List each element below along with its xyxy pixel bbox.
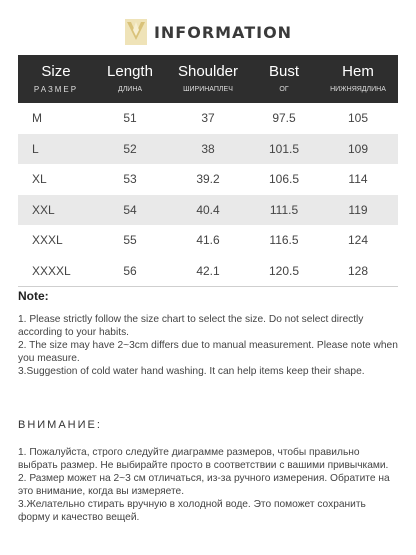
table-cell-bust: 116.5 [269,233,299,248]
column-label: Length [107,62,153,80]
column-header-bust [250,55,318,103]
table-cell-length: 54 [94,195,166,226]
table-cell-bust: 120.5 [250,256,318,287]
table-row [18,164,398,195]
table-cell-size: M [32,111,42,126]
table-cell-hem: 128 [318,256,398,287]
column-sublabel: ОГ [279,85,289,93]
table-cell-shoulder: 38 [166,134,250,165]
table-cell-shoulder: 42.1 [166,256,250,287]
column-label: Size [41,62,71,80]
table-row [18,195,398,226]
table-cell-length: 55 [123,233,137,248]
column-sublabel: НИЖНЯЯДЛИНА [330,85,386,93]
size-chart-table [18,55,398,287]
column-header-hem [318,55,398,103]
table-row [18,225,398,256]
ru-note-title: ВНИМАНИЕ: [18,419,102,431]
column-label: Shoulder [177,62,239,80]
note-item: 3.Suggestion of cold water hand washing. It can help items keep their shape. [18,366,365,377]
header [0,16,416,48]
table-cell-hem: 109 [318,134,398,165]
table-cell-shoulder: 41.6 [196,233,220,248]
table-cell-hem: 119 [318,195,398,226]
table-cell-size: L [18,134,94,165]
table-cell-length: 52 [94,134,166,165]
table-cell-shoulder: 37 [201,111,215,126]
column-header-length [94,55,166,103]
table-cell-bust: 101.5 [250,134,318,165]
note-item: 1. Please strictly follow the size chart to select the size. Do not select directly according to your habits. [18,314,364,338]
ru-note-item: 3.Желательно стирать вручную в холодной воде. Это поможет сохранить форму и качество вещей. [18,499,366,523]
table-cell-length: 51 [123,111,137,126]
table-cell-shoulder: 40.4 [166,195,250,226]
column-label: Hem [342,62,374,80]
table-cell-size: XXXXL [18,256,94,287]
table-row [18,134,398,165]
note-title: Note: [18,289,49,303]
column-label: Bust [268,62,299,80]
table-cell-size: XXL [18,195,94,226]
table-cell-hem: 114 [348,172,368,187]
table-cell-hem: 124 [347,233,369,248]
table-cell-size: XL [32,172,47,187]
table-cell-length: 56 [94,256,166,287]
table-row [18,103,398,134]
table-cell-bust: 97.5 [272,111,296,126]
table-cell-bust: 111.5 [250,195,318,226]
ru-note-body [18,446,398,524]
column-header-shoulder [166,55,250,103]
ru-note-item: 1. Пожалуйста, строго следуйте диаграмме размеров, чтобы правильно выбрать размер. Не выбирайте просто в соответствии с вашими привычками. [18,447,389,471]
column-sublabel: ДЛИНА [117,85,143,93]
table-cell-length: 53 [123,172,137,187]
table-cell-hem: 105 [347,111,369,126]
column-sublabel: РАЗМЕР [33,84,79,94]
table-row [18,256,398,287]
ru-note-item: 2. Размер может на 2~3 см отличаться, из-за ручного измерения. Обратите на это внимание, когда вы измеряете. [18,473,390,497]
table-header-row [18,55,398,103]
table-cell-bust: 106.5 [268,172,300,187]
header-title: INFORMATION [153,22,293,42]
table-cell-size: XXXL [32,233,63,248]
note-item: 2. The size may have 2~3cm differs due to manual measurement. Please note when you measure. [18,340,398,364]
note-body [18,313,398,378]
column-sublabel: ШИРИНАПЛЕЧ [183,85,233,93]
column-header-size [18,55,94,103]
table-cell-shoulder: 39.2 [196,172,220,187]
gold-hanger-logo-icon [124,18,148,46]
